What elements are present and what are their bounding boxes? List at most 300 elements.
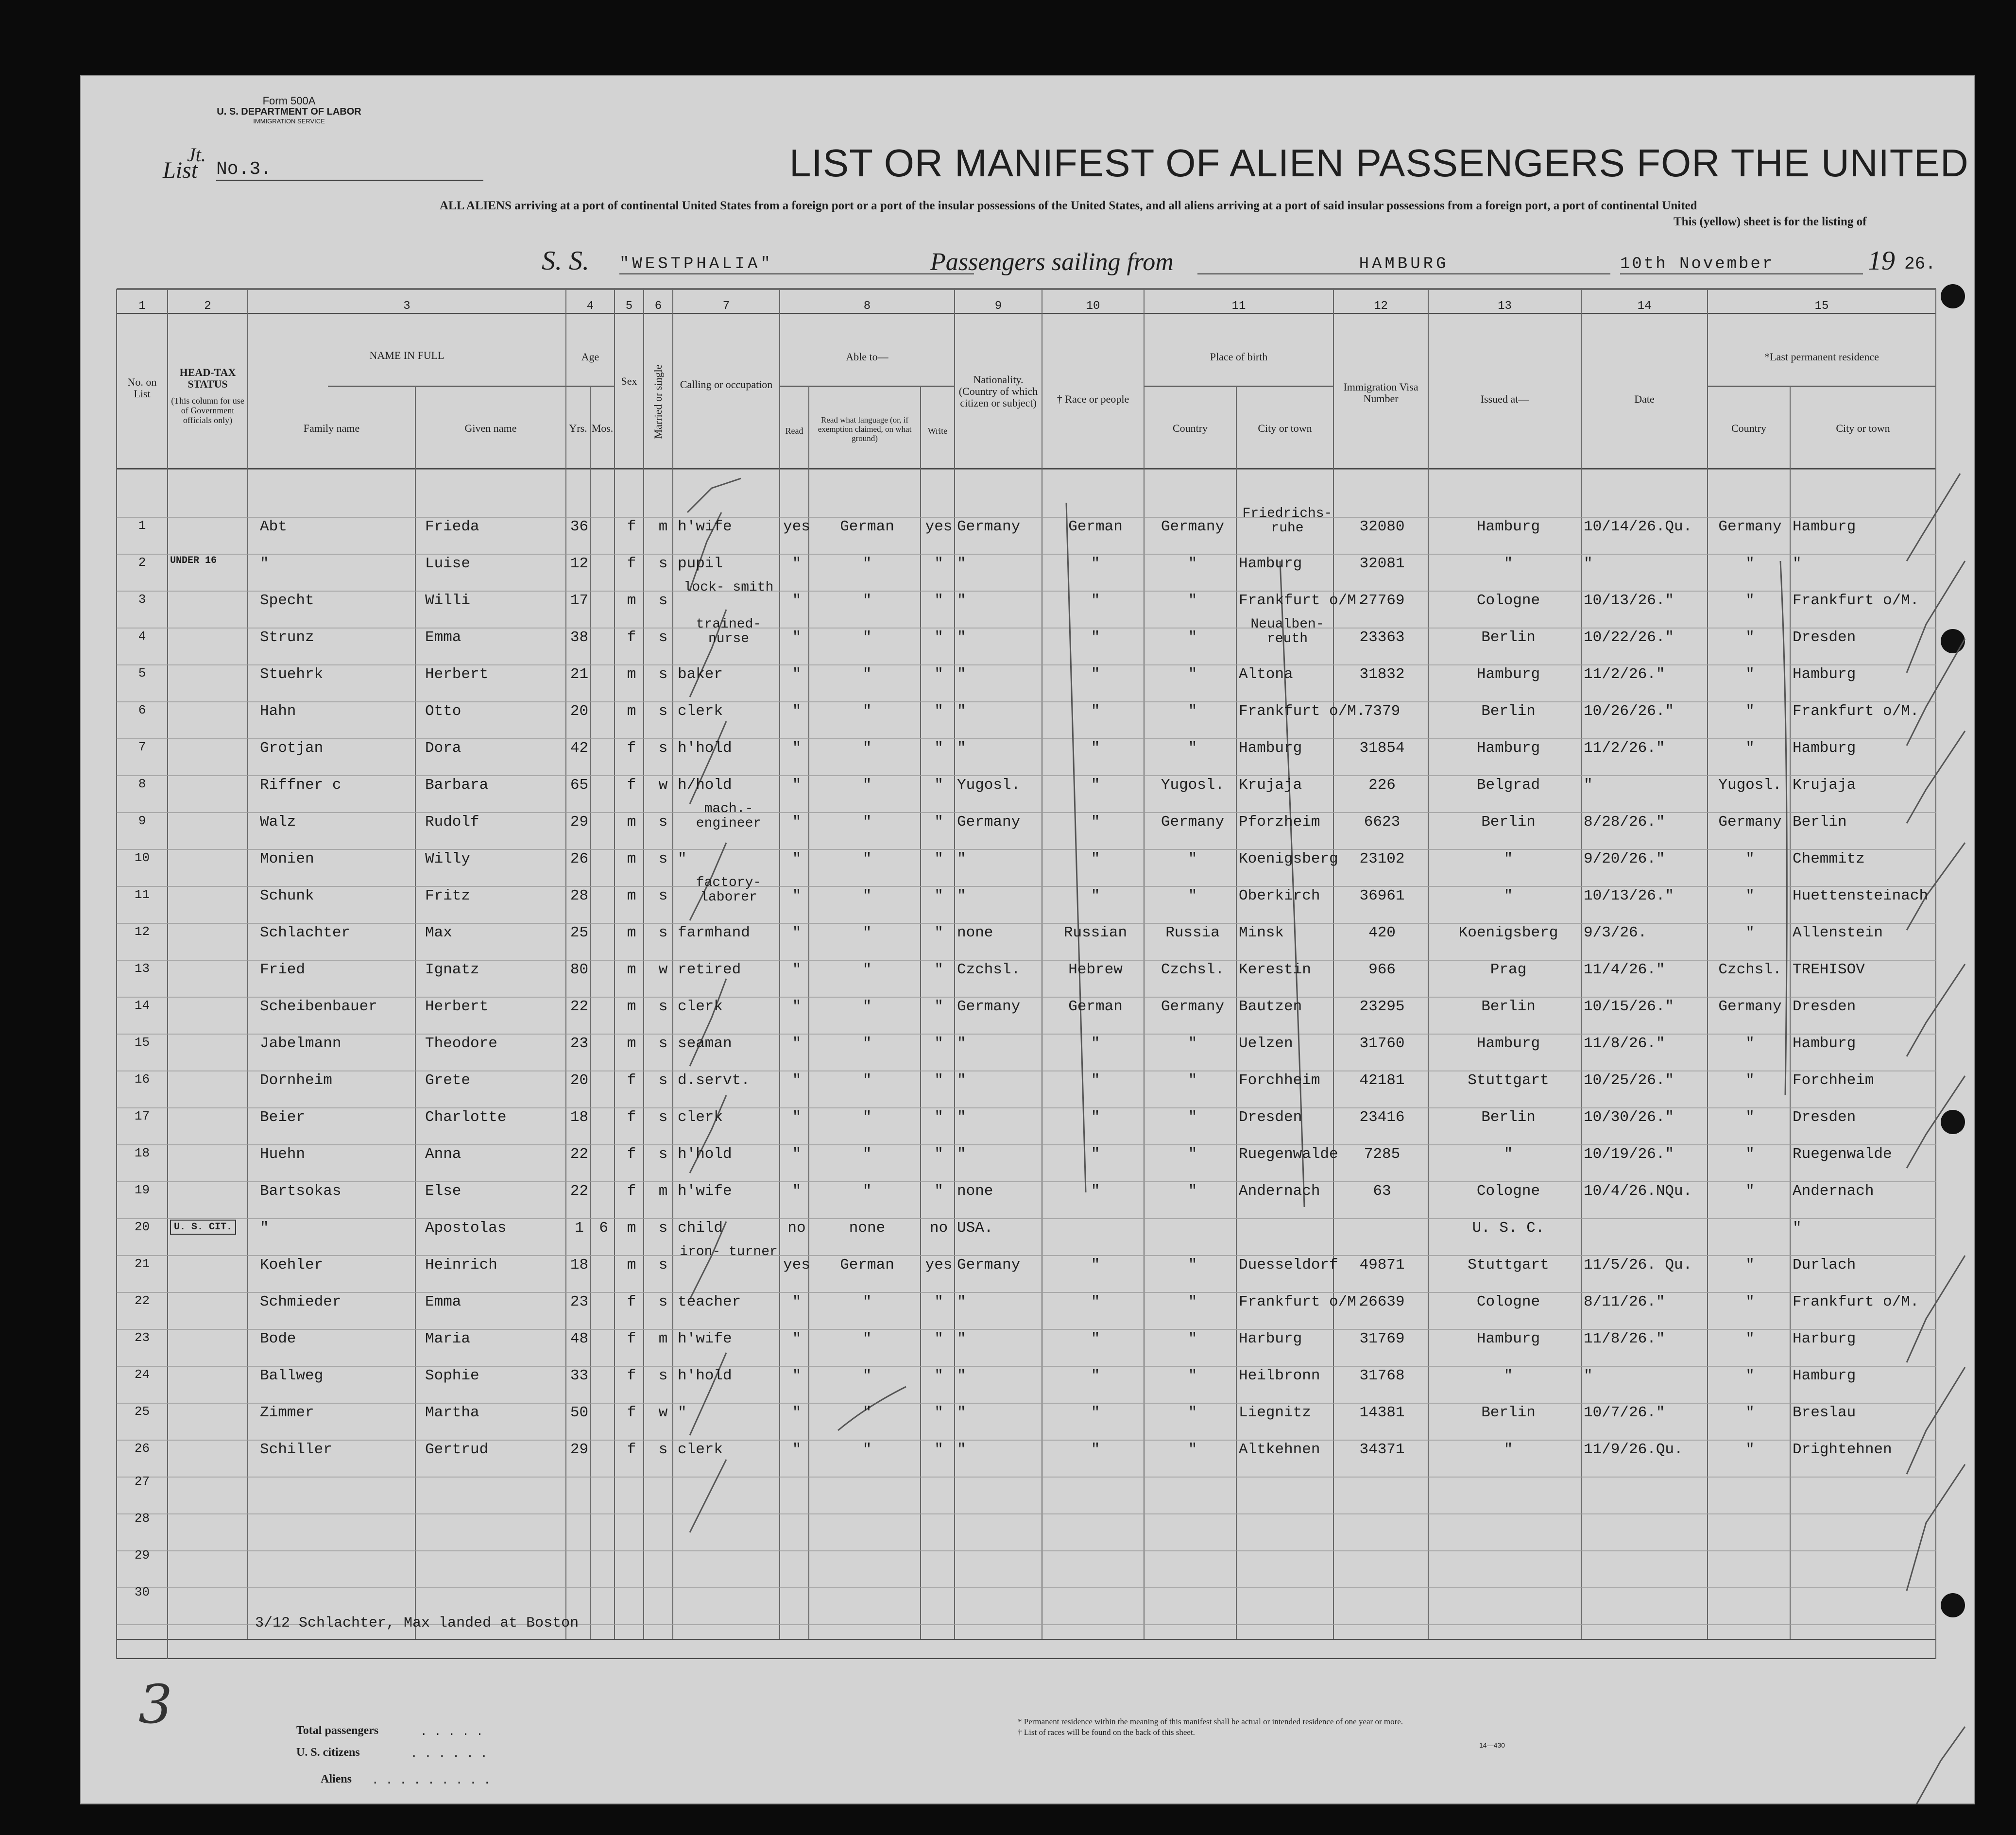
cell-nat: " <box>957 1367 966 1384</box>
cell-given: Otto <box>425 703 461 720</box>
cell-lang: " <box>862 740 872 757</box>
cell-rcountry: Germany <box>1718 814 1782 831</box>
cell-tax: UNDER 16 <box>170 555 217 566</box>
cell-family: Grotjan <box>260 740 324 757</box>
header-nationality: Nationality. (Country of which citizen or subject) <box>958 374 1038 409</box>
cell-read: " <box>792 666 802 683</box>
cell-bcountry: " <box>1188 1109 1197 1126</box>
cell-race: " <box>1091 1035 1100 1052</box>
cell-rcity: Hamburg <box>1793 1035 1856 1052</box>
cell-family: Huehn <box>260 1146 306 1163</box>
footnote-races: † List of races will be found on the back of this sheet. <box>1018 1728 1195 1737</box>
cell-rcountry: " <box>1745 629 1755 646</box>
cell-read: " <box>792 777 802 794</box>
cell-no: 23 <box>134 1330 150 1345</box>
sailing-date: 10th November <box>1620 255 1863 274</box>
cell-bcity: Frankfurt o/M. <box>1239 703 1366 720</box>
cell-rcountry: " <box>1745 924 1755 941</box>
cell-lang: " <box>862 961 872 978</box>
col-num: 4 <box>586 300 594 313</box>
service-name: IMMIGRATION SERVICE <box>253 118 325 125</box>
cell-rcountry: " <box>1745 1330 1755 1347</box>
cell-bcountry: " <box>1188 1035 1197 1052</box>
list-number: No.3. <box>216 159 483 181</box>
cell-rcity: Drightehnen <box>1793 1441 1892 1458</box>
cell-family: Dornheim <box>260 1072 332 1089</box>
table-row <box>80 503 1975 540</box>
cell-no: 25 <box>134 1404 150 1419</box>
cell-ms: s <box>658 850 668 867</box>
cell-race: " <box>1091 814 1100 831</box>
cell-given: Max <box>425 924 452 941</box>
cell-rcity: Breslau <box>1793 1404 1856 1421</box>
cell-date: 10/13/26." <box>1584 592 1674 609</box>
form-number: Form 500A <box>262 95 316 107</box>
cell-bcountry: " <box>1188 1404 1197 1421</box>
cell-bcountry: " <box>1188 1367 1197 1384</box>
table-row <box>80 1241 1975 1278</box>
cell-write: " <box>934 1109 943 1126</box>
cell-family: Fried <box>260 961 306 978</box>
cell-read: " <box>792 740 802 757</box>
cell-occ: clerk <box>678 1109 723 1126</box>
row-number: 29 <box>134 1548 150 1563</box>
cell-race: " <box>1091 777 1100 794</box>
cell-write: " <box>934 1367 943 1384</box>
cell-lang: " <box>862 998 872 1015</box>
cell-ms: m <box>658 518 668 535</box>
cell-family: Beier <box>260 1109 306 1126</box>
cell-family: Zimmer <box>260 1404 314 1421</box>
cell-read: no <box>787 1220 806 1237</box>
cell-given: Dora <box>425 740 461 757</box>
cell-write: " <box>934 555 943 572</box>
cell-occ: h'hold <box>678 1367 732 1384</box>
cell-write: " <box>934 1404 943 1421</box>
cell-rcountry: " <box>1745 1146 1755 1163</box>
cell-rcity: Chemmitz <box>1793 850 1865 867</box>
cell-given: Anna <box>425 1146 461 1163</box>
cell-nat: Czchsl. <box>957 961 1021 978</box>
cell-lang: " <box>862 814 872 831</box>
cell-date: 10/26/26." <box>1584 703 1674 720</box>
cell-sex: m <box>627 1035 636 1052</box>
cell-visa: 14381 <box>1359 1404 1405 1421</box>
col-num: 10 <box>1086 300 1100 313</box>
cell-bcountry: " <box>1188 703 1197 720</box>
cell-race: " <box>1091 1330 1100 1347</box>
cell-race: " <box>1091 555 1100 572</box>
cell-yrs: 36 <box>570 518 589 535</box>
cell-family: Koehler <box>260 1257 324 1274</box>
subtitle-line-2: This (yellow) sheet is for the listing of <box>1674 215 1867 228</box>
cell-rcountry: " <box>1745 1441 1755 1458</box>
cell-rcity: Dresden <box>1793 998 1856 1015</box>
cell-bcountry: " <box>1188 1441 1197 1458</box>
cell-read: " <box>792 1441 802 1458</box>
total-passengers-label: Total passengers <box>296 1724 379 1737</box>
cell-occ: pupil <box>678 555 723 572</box>
cell-rcountry: " <box>1745 1257 1755 1274</box>
cell-rcity: Huettensteinach <box>1793 887 1929 904</box>
cell-yrs: 48 <box>570 1330 589 1347</box>
ship-name: "WESTPHALIA" <box>619 255 974 274</box>
cell-read: " <box>792 1109 802 1126</box>
cell-nat: " <box>957 629 966 646</box>
cell-sex: m <box>627 666 636 683</box>
cell-nat: Germany <box>957 1257 1021 1274</box>
cell-bcountry: " <box>1188 1146 1197 1163</box>
cell-race: " <box>1091 1146 1100 1163</box>
cell-race: Russian <box>1063 924 1128 941</box>
cell-bcity: Neualben- reuth <box>1250 617 1324 646</box>
jt-label: Jt. <box>187 144 206 166</box>
cell-bcity: Hamburg <box>1239 740 1302 757</box>
year-prefix: 19 <box>1868 246 1895 276</box>
cell-occ: clerk <box>678 998 723 1015</box>
cell-ms: s <box>658 740 668 757</box>
cell-date: 8/11/26." <box>1584 1293 1665 1310</box>
cell-bcity: Minsk <box>1239 924 1284 941</box>
ss-label: S. S. <box>542 246 589 276</box>
cell-issued: Berlin <box>1481 629 1536 646</box>
cell-issued: Prag <box>1490 961 1527 978</box>
cell-no: 10 <box>134 850 150 865</box>
cell-issued: Hamburg <box>1476 1035 1540 1052</box>
header-date: Date <box>1634 393 1655 405</box>
cell-visa: 420 <box>1368 924 1396 941</box>
cell-family: Specht <box>260 592 314 609</box>
cell-date: 10/25/26." <box>1584 1072 1674 1089</box>
department-name: U. S. DEPARTMENT OF LABOR <box>217 106 361 117</box>
cell-rcountry: " <box>1745 1293 1755 1310</box>
cell-date: 10/7/26." <box>1584 1404 1665 1421</box>
cell-rcountry: " <box>1745 850 1755 867</box>
cell-lang: " <box>862 1367 872 1384</box>
cell-bcity: Koenigsberg <box>1239 850 1338 867</box>
cell-no: 4 <box>138 629 146 644</box>
cell-date: 9/3/26. <box>1584 924 1647 941</box>
header-read-language: Read what language (or, if exemption claimed, on what ground) <box>818 415 912 443</box>
cell-ms: s <box>658 1257 668 1274</box>
cell-lang: " <box>862 1404 872 1421</box>
cell-date: 10/19/26." <box>1584 1146 1674 1163</box>
cell-lang: " <box>862 1109 872 1126</box>
departure-port: HAMBURG <box>1197 255 1610 274</box>
cell-rcountry: " <box>1745 1035 1755 1052</box>
table-row <box>80 1056 1975 1093</box>
cell-yrs: 17 <box>570 592 589 609</box>
cell-lang: " <box>862 1293 872 1310</box>
cell-bcity: Frankfurt o/M. <box>1239 1293 1366 1310</box>
cell-family: " <box>260 555 269 572</box>
header-res-city: City or town <box>1836 422 1890 434</box>
cell-lang: " <box>862 1183 872 1200</box>
cell-issued: Belgrad <box>1476 777 1540 794</box>
header-read: Read <box>785 426 803 436</box>
cell-ms: s <box>658 1293 668 1310</box>
cell-sex: f <box>627 740 636 757</box>
cell-ms: s <box>658 1367 668 1384</box>
cell-no: 22 <box>134 1293 150 1308</box>
cell-rcity: Hamburg <box>1793 666 1856 683</box>
row-number: 27 <box>134 1474 150 1489</box>
cell-ms: w <box>658 777 668 794</box>
header-name-in-full: NAME IN FULL <box>369 349 444 361</box>
cell-nat: Germany <box>957 998 1021 1015</box>
cell-issued: " <box>1503 850 1513 867</box>
cell-no: 13 <box>134 961 150 976</box>
cell-ms: m <box>658 1330 668 1347</box>
cell-date: 11/9/26.Qu. <box>1584 1441 1683 1458</box>
cell-date: 10/14/26.Qu. <box>1584 518 1692 535</box>
cell-lang: " <box>862 592 872 609</box>
cell-rcountry: " <box>1745 666 1755 683</box>
cell-write: " <box>934 592 943 609</box>
cell-occ: clerk <box>678 703 723 720</box>
table-row <box>80 1278 1975 1315</box>
col-num: 9 <box>994 300 1002 313</box>
cell-rcountry: Germany <box>1718 518 1782 535</box>
cell-write: " <box>934 1441 943 1458</box>
cell-race: " <box>1091 887 1100 904</box>
header-head-tax: HEAD-TAX STATUS <box>179 366 236 390</box>
cell-bcountry: Yugosl. <box>1161 777 1225 794</box>
cell-bcity: Dresden <box>1239 1109 1302 1126</box>
table-row <box>80 872 1975 909</box>
cell-ms: s <box>658 703 668 720</box>
cell-issued: Stuttgart <box>1468 1072 1549 1089</box>
cell-write: " <box>934 1035 943 1052</box>
cell-given: Emma <box>425 629 461 646</box>
footnote-residence: * Permanent residence within the meaning of this manifest shall be actual or intended residence of one year or more. <box>1018 1717 1403 1726</box>
cell-nat: " <box>957 850 966 867</box>
cell-bcity: Hamburg <box>1239 555 1302 572</box>
manifest-sheet <box>80 75 1975 1804</box>
cell-read: " <box>792 703 802 720</box>
cell-visa: 7379 <box>1364 703 1401 720</box>
cell-rcity: Harburg <box>1793 1330 1856 1347</box>
cell-nat: " <box>957 703 966 720</box>
cell-bcity: Duesseldorf <box>1239 1257 1338 1274</box>
cell-write: " <box>934 629 943 646</box>
cell-no: 7 <box>138 740 146 754</box>
cell-family: Schiller <box>260 1441 332 1458</box>
cell-nat: " <box>957 592 966 609</box>
col-num: 11 <box>1231 300 1246 313</box>
cell-bcity: Frankfurt o/M. <box>1239 592 1366 609</box>
cell-read: " <box>792 814 802 831</box>
cell-yrs: 23 <box>570 1035 589 1052</box>
cell-sex: m <box>627 887 636 904</box>
cell-sex: f <box>627 518 636 535</box>
cell-issued: Hamburg <box>1476 740 1540 757</box>
cell-visa: 26639 <box>1359 1293 1405 1310</box>
cell-visa: 42181 <box>1359 1072 1405 1089</box>
cell-date: " <box>1584 1367 1593 1384</box>
cell-race: " <box>1091 1367 1100 1384</box>
cell-lang: " <box>862 777 872 794</box>
cell-sex: f <box>627 1441 636 1458</box>
header-age: Age <box>581 351 599 363</box>
cell-nat: " <box>957 1293 966 1310</box>
cell-date: 11/8/26." <box>1584 1330 1665 1347</box>
table-row <box>80 1315 1975 1352</box>
cell-visa: 31768 <box>1359 1367 1405 1384</box>
cell-read: " <box>792 924 802 941</box>
cell-sex: f <box>627 1109 636 1126</box>
cell-sex: f <box>627 555 636 572</box>
cell-family: Abt <box>260 518 287 535</box>
cell-ms: s <box>658 887 668 904</box>
cell-issued: Cologne <box>1476 1183 1540 1200</box>
header-res-country: Country <box>1731 422 1767 434</box>
cell-occ: h'hold <box>678 740 732 757</box>
cell-rcity: Dresden <box>1793 629 1856 646</box>
cell-lang: " <box>862 1441 872 1458</box>
table-row <box>80 1426 1975 1462</box>
cell-no: 9 <box>138 814 146 828</box>
cell-yrs: 18 <box>570 1109 589 1126</box>
cell-occ: clerk <box>678 1441 723 1458</box>
row-number: 28 <box>134 1511 150 1526</box>
cell-yrs: 33 <box>570 1367 589 1384</box>
cell-lang: German <box>840 518 894 535</box>
cell-write: " <box>934 924 943 941</box>
cell-ms: s <box>658 1035 668 1052</box>
cell-given: Fritz <box>425 887 471 904</box>
cell-visa: 966 <box>1368 961 1396 978</box>
cell-rcity: Hamburg <box>1793 1367 1856 1384</box>
cell-no: 16 <box>134 1072 150 1087</box>
row-number: 30 <box>134 1585 150 1599</box>
cell-nat: " <box>957 666 966 683</box>
cell-no: 19 <box>134 1183 150 1197</box>
cell-race: " <box>1091 1404 1100 1421</box>
cell-family: Bode <box>260 1330 296 1347</box>
cell-nat: " <box>957 1072 966 1089</box>
cell-yrs: 50 <box>570 1404 589 1421</box>
cell-write: " <box>934 1330 943 1347</box>
col-num: 7 <box>722 300 730 313</box>
landing-note: 3/12 Schlachter, Max landed at Boston <box>255 1615 579 1631</box>
cell-bcountry: " <box>1188 555 1197 572</box>
cell-occ: iron- turner <box>680 1244 778 1259</box>
cell-given: Barbara <box>425 777 489 794</box>
header-mos: Mos. <box>591 422 614 434</box>
cell-date: 8/28/26." <box>1584 814 1665 831</box>
cell-occ: " <box>678 1404 687 1421</box>
cell-bcountry: Germany <box>1161 998 1225 1015</box>
cell-lang: " <box>862 924 872 941</box>
cell-given: Sophie <box>425 1367 479 1384</box>
table-row <box>80 540 1975 577</box>
cell-no: 15 <box>134 1035 150 1050</box>
cell-issued: Hamburg <box>1476 1330 1540 1347</box>
cell-occ: mach.- engineer <box>696 801 762 831</box>
cell-issued: Berlin <box>1481 998 1536 1015</box>
cell-ms: s <box>658 1109 668 1126</box>
cell-race: " <box>1091 1072 1100 1089</box>
cell-ms: s <box>658 555 668 572</box>
cell-rcountry: " <box>1745 1109 1755 1126</box>
cell-bcity: Heilbronn <box>1239 1367 1320 1384</box>
cell-read: yes <box>783 1257 810 1274</box>
cell-given: Charlotte <box>425 1109 507 1126</box>
cell-family: Strunz <box>260 629 314 646</box>
table-row <box>80 983 1975 1019</box>
cell-rcountry: Germany <box>1718 998 1782 1015</box>
cell-bcountry: " <box>1188 592 1197 609</box>
cell-race: " <box>1091 740 1100 757</box>
cell-issued: Cologne <box>1476 1293 1540 1310</box>
cell-bcity: Forchheim <box>1239 1072 1320 1089</box>
cell-rcountry: " <box>1745 887 1755 904</box>
cell-no: 5 <box>138 666 146 680</box>
cell-lang: none <box>849 1220 886 1237</box>
cell-race: " <box>1091 1441 1100 1458</box>
col-num: 2 <box>204 300 211 313</box>
cell-no: 18 <box>134 1146 150 1160</box>
cell-issued: " <box>1503 555 1513 572</box>
cell-rcountry: Czchsl. <box>1718 961 1782 978</box>
cell-write: " <box>934 1072 943 1089</box>
header-birth-country: Country <box>1172 422 1208 434</box>
cell-rcity: Frankfurt o/M. <box>1793 592 1919 609</box>
cell-nat: " <box>957 1441 966 1458</box>
cell-rcountry: " <box>1745 1367 1755 1384</box>
cell-yrs: 23 <box>570 1293 589 1310</box>
cell-read: " <box>792 887 802 904</box>
cell-rcountry: " <box>1745 1183 1755 1200</box>
cell-yrs: 80 <box>570 961 589 978</box>
cell-sex: m <box>627 924 636 941</box>
cell-visa: 23102 <box>1359 850 1405 867</box>
cell-visa: 23416 <box>1359 1109 1405 1126</box>
cell-date: 10/22/26." <box>1584 629 1674 646</box>
cell-yrs: 29 <box>570 1441 589 1458</box>
cell-bcity: Harburg <box>1239 1330 1302 1347</box>
cell-ms: s <box>658 629 668 646</box>
cell-issued: Hamburg <box>1476 666 1540 683</box>
cell-bcity: Ruegenwalde <box>1239 1146 1338 1163</box>
cell-date: " <box>1584 555 1593 572</box>
cell-given: Willi <box>425 592 471 609</box>
cell-bcountry: " <box>1188 1293 1197 1310</box>
cell-nat: " <box>957 1035 966 1052</box>
cell-bcountry: " <box>1188 887 1197 904</box>
cell-family: Ballweg <box>260 1367 324 1384</box>
cell-occ: lock- smith <box>683 580 774 595</box>
cell-race: German <box>1068 518 1123 535</box>
cell-sex: m <box>627 703 636 720</box>
cell-given: Rudolf <box>425 814 479 831</box>
cell-write: " <box>934 1293 943 1310</box>
cell-lang: " <box>862 666 872 683</box>
col-num: 1 <box>138 300 146 313</box>
table-row <box>80 909 1975 946</box>
cell-nat: USA. <box>957 1220 993 1237</box>
cell-occ: factory- laborer <box>696 875 762 905</box>
cell-bcity: Andernach <box>1239 1183 1320 1200</box>
cell-nat: " <box>957 1109 966 1126</box>
cell-yrs: 21 <box>570 666 589 683</box>
cell-nat: Germany <box>957 814 1021 831</box>
cell-no: 6 <box>138 703 146 717</box>
cell-yrs: 20 <box>570 703 589 720</box>
col-num: 5 <box>625 300 633 313</box>
cell-yrs: 29 <box>570 814 589 831</box>
